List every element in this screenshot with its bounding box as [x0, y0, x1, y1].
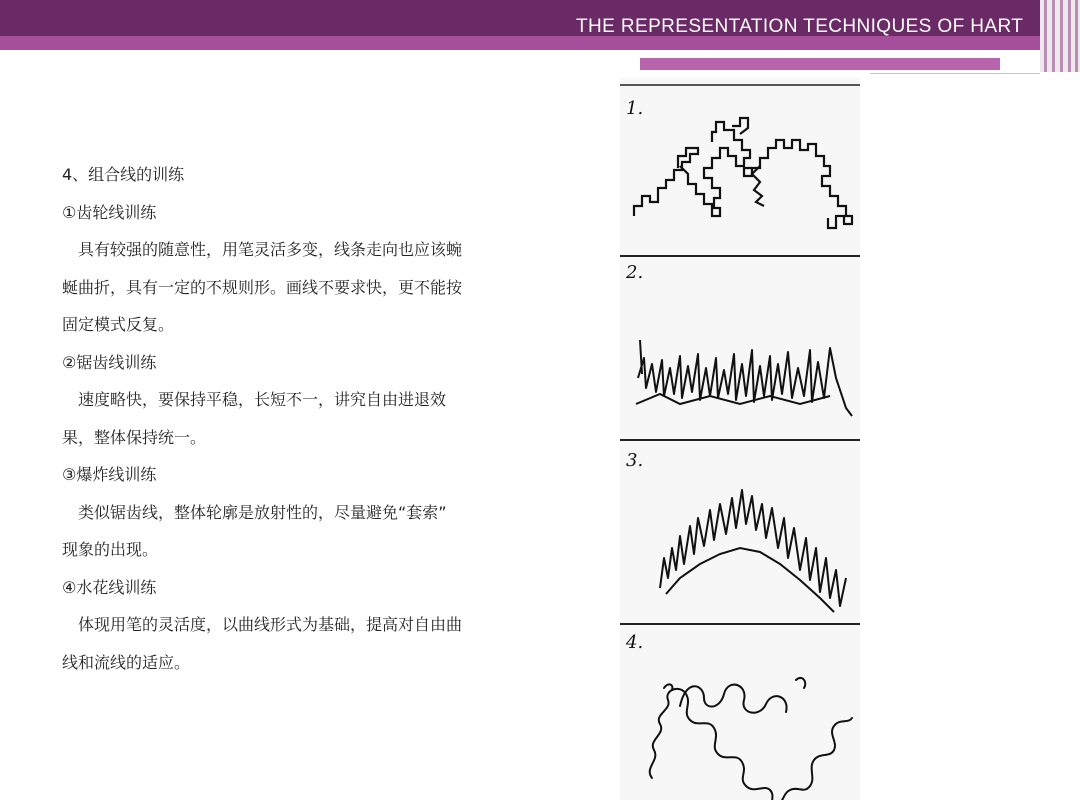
line-practice-figure	[620, 78, 860, 800]
header-accent-bar	[640, 58, 1000, 70]
panel-number: 2.	[626, 262, 644, 283]
item-text-line: 具有较强的随意性，用笔灵活多变，线条走向也应该蜿	[78, 240, 463, 259]
item-text-line: 固定模式反复。	[62, 315, 175, 334]
section-heading: 4、组合线的训练	[62, 165, 185, 184]
gear-line-sketch	[634, 118, 852, 228]
item-text-line: 线和流线的适应。	[62, 652, 191, 672]
slide-title: THE REPRESENTATION TECHNIQUES OF HART	[576, 16, 1024, 37]
explosion-line-sketch	[660, 490, 846, 606]
item-text-line: 体现用笔的灵活度，以曲线形式为基础，提高对自由曲	[78, 615, 463, 634]
item-label-splash-line: ④水花线训练	[62, 577, 157, 597]
splash-line-sketch	[664, 678, 805, 713]
slide-content	[62, 156, 532, 681]
panel-number: 3.	[626, 450, 644, 471]
header-accent-line	[870, 70, 1040, 74]
item-text-line: 速度略快，要保持平稳，长短不一，讲究自由进退效	[78, 390, 447, 409]
item-label-sawtooth-line: ②锯齿线训练	[62, 352, 157, 372]
item-text-line: 果，整体保持统一。	[62, 427, 207, 447]
sawtooth-line-sketch	[638, 348, 852, 416]
header-stripes	[1040, 0, 1080, 72]
item-text-line: 蜒曲折，具有一定的不规则形。画线不要求快，更不能按	[62, 277, 463, 297]
item-label-explosion-line: ③爆炸线训练	[62, 465, 157, 484]
gear-line-sketch	[752, 166, 764, 206]
sketch-svg	[620, 78, 860, 800]
item-text-line: 现象的出现。	[62, 540, 159, 559]
item-label-gear-line: ①齿轮线训练	[62, 202, 157, 222]
item-text-line: 类似锯齿线，整体轮廓是放射性的，尽量避免“套索”	[78, 502, 447, 522]
panel-number: 4.	[626, 632, 644, 653]
panel-number: 1.	[626, 98, 644, 119]
header-accent-band	[0, 36, 1040, 50]
